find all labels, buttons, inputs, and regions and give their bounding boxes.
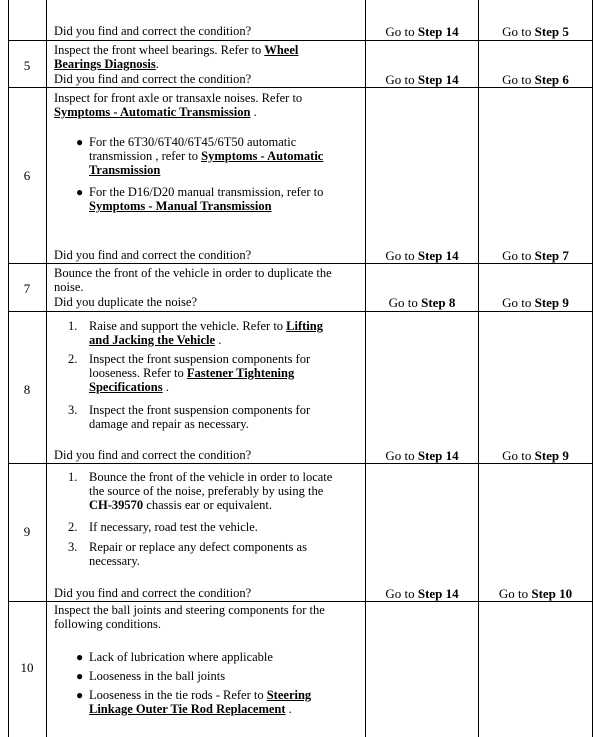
table-row: [8, 312, 593, 464]
question-text: Did you find and correct the condition?: [54, 24, 252, 38]
yes-action: Go to Step 14: [385, 24, 459, 39]
steering-linkage-tie-rod-link[interactable]: Steering Linkage Outer Tie Rod Replacement: [89, 688, 312, 716]
no-step-link[interactable]: Step 7: [534, 248, 569, 263]
bullet-icon: ●: [76, 650, 84, 664]
bullet-icon: ●: [76, 669, 84, 683]
no-action: Go to Step 10: [498, 586, 573, 601]
step-number: 9: [23, 524, 31, 539]
no-action: Go to Step 7: [502, 248, 569, 263]
symptoms-automatic-transmission-link[interactable]: Symptoms - Automatic Transmission: [89, 149, 324, 177]
step-number: 6: [23, 168, 31, 183]
question-text: Did you find and correct the condition?: [54, 248, 252, 262]
yes-action: Go to Step 14: [385, 448, 459, 463]
no-action: Go to Step 9: [502, 448, 569, 463]
yes-step-link[interactable]: Step 14: [417, 24, 459, 39]
no-action: Go to Step 9: [502, 295, 569, 310]
yes-step-link[interactable]: Step 14: [417, 586, 459, 601]
numbered-list: 1. Bounce the front of the vehicle in order to locate the source of the noise, preferably by using the CH-39570 chassis ear or equivalent. 2. If necessary, road test the vehicle. 3. Repair or replace any defect components as necessary.: [68, 470, 333, 568]
action-text: Inspect the ball joints and steering components for the following conditions.: [54, 603, 325, 631]
question-text: Did you find and correct the condition?: [54, 586, 252, 600]
question-text: Did you duplicate the noise?: [54, 295, 198, 309]
yes-action: Go to Step 14: [385, 586, 459, 601]
action-text: Inspect for front axle or transaxle noises. Refer to Symptoms - Automatic Transmission .: [54, 91, 303, 119]
question-text: Did you find and correct the condition?: [54, 448, 252, 462]
wheel-bearings-diagnosis-link[interactable]: Wheel Bearings Diagnosis: [54, 43, 299, 71]
yes-action: Go to Step 14: [385, 248, 459, 263]
numbered-list: 1. Raise and support the vehicle. Refer to Lifting and Jacking the Vehicle . 2. Inspect the front suspension components for looseness. Refer to Fastener Tightening Specifications . 3. Inspect the front suspension components for damage and repair as necessary.: [68, 319, 323, 431]
no-action: Go to Step 5: [502, 24, 569, 39]
symptoms-manual-transmission-link[interactable]: Symptoms - Manual Transmission: [89, 199, 272, 213]
table-row: [8, 41, 593, 88]
table-row: [8, 264, 593, 312]
yes-action: Go to Step 14: [385, 72, 459, 87]
bullet-icon: ●: [76, 135, 84, 149]
table-row: [8, 602, 593, 737]
action-text: Bounce the front of the vehicle in order to duplicate the noise.: [54, 266, 332, 294]
bullet-icon: ●: [76, 185, 84, 199]
symptoms-automatic-transmission-link[interactable]: Symptoms - Automatic Transmission: [54, 105, 251, 119]
yes-action: Go to Step 8: [388, 295, 456, 310]
yes-step-link[interactable]: Step 14: [417, 72, 459, 87]
no-step-link[interactable]: Step 9: [534, 295, 569, 310]
diagnostic-table: [8, 0, 593, 737]
no-step-link[interactable]: Step 6: [534, 72, 569, 87]
no-step-link[interactable]: Step 10: [531, 586, 573, 601]
bullet-list: ● For the 6T30/6T40/6T45/6T50 automatic transmission , refer to Symptoms - Automatic Transmission ● For the D16/D20 manual transmission, refer to Symptoms - Manual Transmission: [76, 135, 324, 213]
tool-id: CH-39570: [89, 498, 144, 512]
question-text: Did you find and correct the condition?: [54, 72, 252, 86]
bullet-list: ● Lack of lubrication where applicable ● Looseness in the ball joints ● Looseness in the tie rods - Refer to Steering Linkage Outer Tie Rod Replacement .: [76, 650, 312, 716]
table-row: [8, 88, 593, 264]
action-text: Inspect the front wheel bearings. Refer to Wheel Bearings Diagnosis.: [54, 43, 299, 71]
step-number: 5: [23, 58, 31, 73]
step-number: 8: [23, 382, 31, 397]
lifting-and-jacking-link[interactable]: Lifting and Jacking the Vehicle: [89, 319, 323, 347]
no-action: Go to Step 6: [502, 72, 569, 87]
fastener-tightening-specifications-link[interactable]: Fastener Tightening Specifications: [89, 366, 295, 394]
no-step-link[interactable]: Step 9: [534, 448, 569, 463]
bullet-icon: ●: [76, 688, 84, 702]
table-row: [8, 0, 593, 41]
step-number: 7: [23, 281, 31, 296]
step-number: 10: [20, 660, 34, 675]
yes-step-link[interactable]: Step 14: [417, 248, 459, 263]
yes-step-link[interactable]: Step 8: [421, 295, 456, 310]
table-row: [8, 464, 593, 602]
no-step-link[interactable]: Step 5: [534, 24, 569, 39]
yes-step-link[interactable]: Step 14: [417, 448, 459, 463]
